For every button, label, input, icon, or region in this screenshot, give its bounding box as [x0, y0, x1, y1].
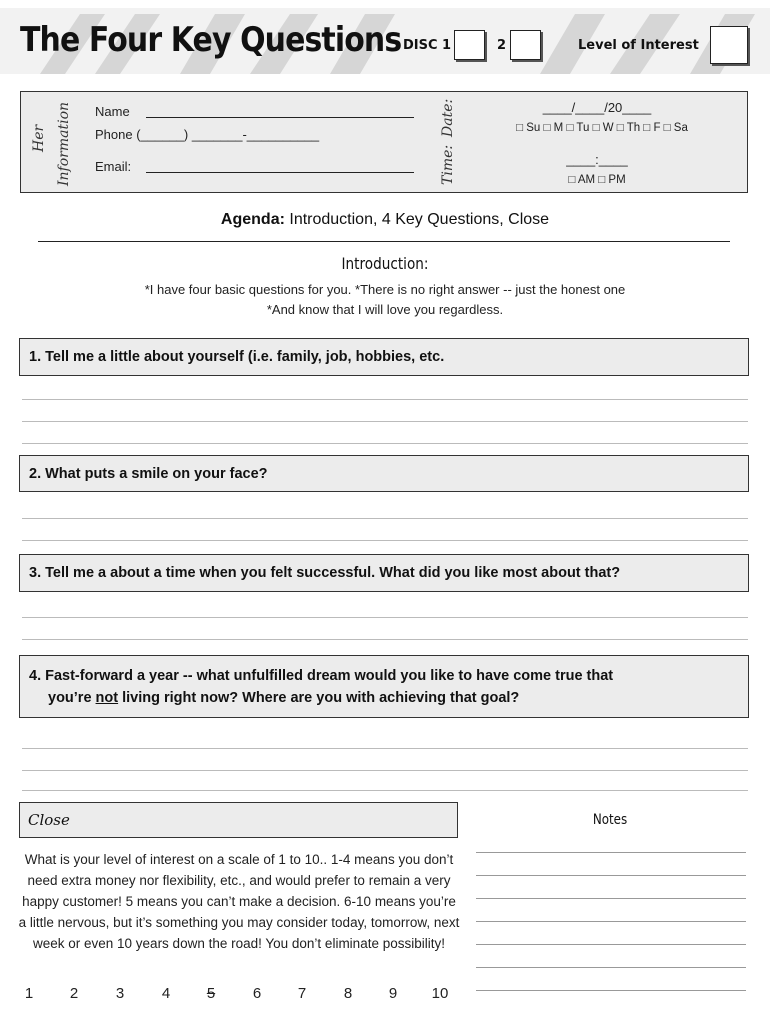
- interest-label: Level of Interest: [578, 38, 699, 53]
- scale-option-4[interactable]: 4: [161, 985, 171, 1002]
- scale-option-9[interactable]: 9: [388, 985, 398, 1002]
- answer-line[interactable]: [22, 443, 748, 444]
- scale-option-6[interactable]: 6: [252, 985, 262, 1002]
- notes-line[interactable]: [476, 875, 746, 876]
- page-title: The Four Key Questions: [20, 20, 402, 60]
- answer-line[interactable]: [22, 399, 748, 400]
- question-3: 3. Tell me a about a time when you felt successful. What did you like most about that?: [19, 554, 749, 592]
- answer-line[interactable]: [22, 617, 748, 618]
- introduction-heading: Introduction:: [341, 254, 429, 273]
- notes-line[interactable]: [476, 898, 746, 899]
- scale-option-7[interactable]: 7: [297, 985, 307, 1002]
- scale-option-2[interactable]: 2: [69, 985, 79, 1002]
- weekday-checkboxes[interactable]: □ Su □ M □ Tu □ W □ Th □ F □ Sa: [516, 122, 688, 134]
- agenda-divider: [38, 241, 730, 242]
- her-label: Her: [31, 124, 47, 152]
- interest-box[interactable]: [710, 26, 748, 64]
- name-field[interactable]: [146, 117, 414, 118]
- answer-line[interactable]: [22, 770, 748, 771]
- date-label: Date:: [440, 98, 456, 137]
- answer-line[interactable]: [22, 540, 748, 541]
- question-4: [19, 655, 749, 718]
- email-label: Email:: [95, 159, 132, 174]
- answer-line[interactable]: [22, 518, 748, 519]
- scale-option-5[interactable]: 5: [206, 985, 216, 1002]
- notes-line[interactable]: [476, 944, 746, 945]
- time-label: Time:: [440, 144, 456, 185]
- agenda-label: Agenda:: [220, 211, 285, 228]
- notes-line[interactable]: [476, 990, 746, 991]
- close-paragraph: What is your level of interest on a scale of 1 to 10.. 1-4 means you don’t need extra money nor flexibility, etc., and would prefer to remain a very happy customer! 5 means you can’t make a decision. 6-10 means you’re a little nervous, but it’s something you may consider today, tomorrow, next week or even 10 years down the road! You don’t eliminate possibility!: [18, 852, 460, 951]
- question-4-underlined-word: not: [95, 690, 119, 706]
- notes-line[interactable]: [476, 852, 746, 853]
- question-2: 2. What puts a smile on your face?: [19, 455, 749, 492]
- name-label: Name: [95, 104, 130, 119]
- answer-line[interactable]: [22, 790, 748, 791]
- notes-line[interactable]: [476, 921, 746, 922]
- question-4-line-2: [29, 687, 748, 709]
- disc-2-label: 2: [497, 38, 507, 53]
- scale-option-1[interactable]: 1: [24, 985, 34, 1002]
- question-1: 1. Tell me a little about yourself (i.e. family, job, hobbies, etc.: [19, 338, 749, 376]
- scale-option-8[interactable]: 8: [343, 985, 353, 1002]
- introduction-line-1: *I have four basic questions for you. *There is no right answer -- just the honest one: [144, 282, 626, 297]
- notes-heading: Notes: [592, 812, 628, 828]
- answer-line[interactable]: [22, 748, 748, 749]
- answer-line[interactable]: [22, 421, 748, 422]
- close-heading: Close: [19, 802, 458, 838]
- scale-option-3[interactable]: 3: [115, 985, 125, 1002]
- disc-1-label: DISC 1: [403, 38, 452, 53]
- agenda-line: [0, 211, 770, 229]
- answer-line[interactable]: [22, 639, 748, 640]
- question-4-text: living right now? Where are you with achieving that goal?: [118, 690, 520, 706]
- ampm-checkboxes[interactable]: □ AM □ PM: [568, 174, 626, 186]
- disc-1-checkbox[interactable]: [454, 30, 485, 60]
- scale-option-10[interactable]: 10: [431, 985, 449, 1002]
- notes-line[interactable]: [476, 967, 746, 968]
- agenda-text: Introduction, 4 Key Questions, Close: [284, 211, 550, 228]
- disc-2-checkbox[interactable]: [510, 30, 541, 60]
- information-label: Information: [56, 101, 72, 186]
- time-field[interactable]: ____:____: [566, 152, 628, 167]
- email-field[interactable]: [146, 172, 414, 173]
- question-4-text: you’re: [48, 690, 96, 706]
- introduction-line-2: *And know that I will love you regardless.: [266, 302, 504, 317]
- date-field[interactable]: ____/____/20____: [542, 100, 652, 115]
- question-4-line-1: 4. Fast-forward a year -- what unfulfilled dream would you like to have come true that: [29, 668, 614, 684]
- phone-field[interactable]: Phone (______) _______-__________: [95, 127, 320, 142]
